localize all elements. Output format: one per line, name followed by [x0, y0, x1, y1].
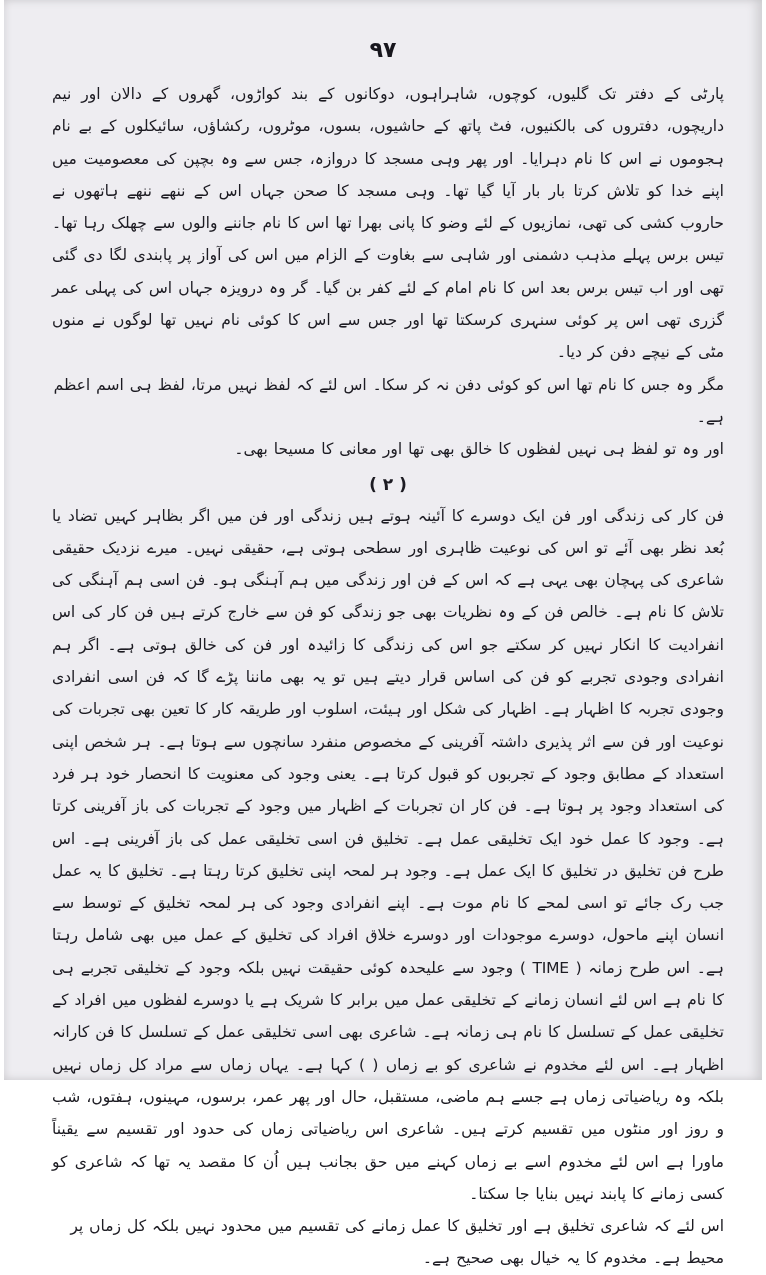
section-two-paragraph: فن کار کی زندگی اور فن ایک دوسرے کا آئینہ ہوتے ہیں زندگی اور فن میں اگر بظاہر کہیں تضاد یا بُعد نظر بھی آئے تو اس کی نوعیت ظاہری اور سطحی ہوتی ہے، حقیقی نہیں۔ میرے نزدیک حقیقی شاعری کی پہچان بھی یہی ہے کہ اس کے فن اور زندگی میں ہم آہنگی ہو۔ فن اسی ہم آہنگی کی تلاش کا نام ہے۔ خالص فن کے وہ نظریات بھی جو زندگی کو فن سے خارج کرتے ہیں فن کار کی اس انفرادیت کا انکار نہیں کر سکتے جو اس کی زندگی کا زائیدہ اور فن کی خالق ہوتی ہے۔ اگر ہم انفرادی وجودی تجربے کو فن کی اساس قرار دیتے ہیں تو یہ بھی ماننا پڑے گا کہ فن اسی انفرادی وجودی تجربہ کا اظہار ہے۔ اظہار کی شکل اور ہیئت، اسلوب اور طریقہ کار کا تعین بھی تجربات کی نوعیت اور فن سے اثر پذیری داشتہ آفرینی کے مخصوص منفرد سانچوں سے ہوتا ہے۔ ہر شخص اپنی استعداد کے مطابق وجود کے تجربوں کو قبول کرتا ہے۔ یعنی وجود کی معنویت کا انحصار خود ہر فرد کی استعداد وجود پر ہوتا ہے۔ فن کار ان تجربات کے اظہار میں وجود کے تجربات کی باز آفرینی کرتا ہے۔ وجود کا عمل خود ایک تخلیقی عمل ہے۔ تخلیق فن اسی تخلیقی عمل کی باز آفرینی ہے۔ اس طرح فن تخلیق در تخلیق کا ایک عمل ہے۔ وجود ہر لمحہ اپنی تخلیق کرتا رہتا ہے۔ تخلیق کا یہ عمل جب رک جائے تو اسی لمحے کا نام موت ہے۔ اپنے انفرادی وجود کی ہر لمحہ تخلیق کے توسط سے انسان اپنے ماحول، دوسرے موجودات اور دوسرے خلاق افراد کی تخلیق کے عمل میں بھی شامل رہتا ہے۔ اس طرح زمانہ ( TIME ) وجود سے علیحدہ کوئی حقیقت نہیں بلکہ وجود کے تخلیقی تجربے ہی کا نام ہے اس لئے انسان زمانے کے تخلیقی عمل میں برابر کا شریک ہے یا دوسرے لفظوں میں افراد کے تخلیقی عمل کے تسلسل کا نام ہی زمانہ ہے۔ شاعری بھی اسی تخلیقی عمل کے تسلسل کا فن کارانہ اظہار ہے۔ اس لئے مخدوم نے شاعری کو بے زماں ( ) کہا ہے۔ یہاں زماں سے مراد کل زماں نہیں بلکہ وہ ریاضیاتی زماں ہے جسے ہم ماضی، مستقبل، حال اور پھر عمر، برسوں، مہینوں، ہفتوں، شب و روز اور منٹوں میں تقسیم کرتے ہیں۔ شاعری اس ریاضیاتی زماں کی حدود اور تقسیم سے یقیناً ماورا ہے اس لئے مخدوم اسے بے زماں کہنے میں حق بجانب ہیں اُن کا مقصد یہ تھا کہ شاعری کو کسی زمانے کا پابند نہیں بنایا جا سکتا۔ [52, 506, 724, 1203]
section-one-line-a: مگر وہ جس کا نام تھا اس کو کوئی دفن نہ کر سکا۔ اس لئے کہ لفظ نہیں مرتا، لفظ ہی اسم اعظم ہے۔ [53, 375, 724, 426]
section-two-last-line: اس لئے کہ شاعری تخلیق ہے اور تخلیق کا عمل زمانے کی تقسیم میں محدود نہیں بلکہ کل زماں پر محیط ہے۔ مخدوم کا یہ خیال بھی صحیح ہے۔ [70, 1217, 724, 1268]
section-marker: ( ۲ ) [369, 474, 407, 495]
section-one-paragraph: پارٹی کے دفتر تک گلیوں، کوچوں، شاہراہوں، دوکانوں کے بند کواڑوں، گھروں کے دالان اور نیم داریچوں، دفتروں کی بالکنیوں، فٹ پاتھ کے حاشیوں، بسوں، موٹروں، رکشاؤں، سائیکلوں کے بے نام ہجوموں نے اس کا نام دہرایا۔ اور پھر وہی مسجد کا دروازہ، جس سے وہ بچپن کی معصومیت میں اپنے خدا کو تلاش کرتا بار بار آیا گیا تھا۔ وہی مسجد کا صحن جہاں اس کے ننھے ننھے ہاتھوں نے حاروب کشی کی تھی، نمازیوں کے لئے وضو کا پانی بھرا تھا اس کا نام جاننے والوں سے چھلک رہا تھا۔ تیس برس پہلے مذہب دشمنی اور شاہی سے بغاوت کے الزام میں اس کی آواز پر پابندی لگا دی گئی تھی اور اب تیس برس بعد اس کا نام امام کے لئے کفر بن گیا۔ گر وہ درویزہ جہاں اس کی پہلی عمر گزری تھی اس پر کوئی سنہری کرسکتا تھا اور جس سے اس کا کوئی نام نہیں تھا لوگوں نے منوں مٹی کے نیچے دفن کر دیا۔ [52, 85, 724, 362]
page-body [52, 78, 724, 1275]
page-number: ۹۷ [369, 38, 397, 63]
section-one-line-b: اور وہ تو لفظ ہی نہیں لفظوں کا خالق بھی تھا اور معانی کا مسیحا بھی۔ [234, 440, 724, 459]
book-page [4, 0, 762, 1268]
